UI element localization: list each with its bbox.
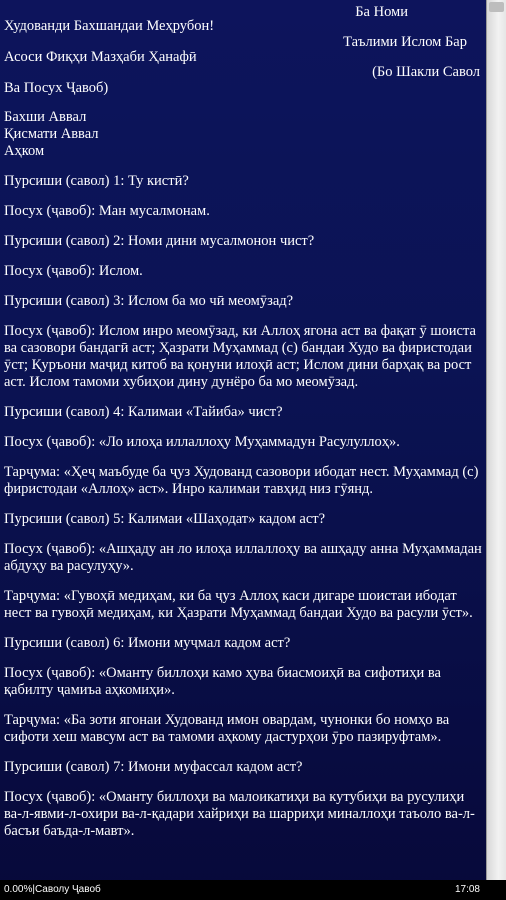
- paragraph: Пурсиши (савол) 3: Ислом ба мо чӣ меомӯзад?: [4, 293, 294, 309]
- book-title: Саволу Ҷавоб: [34, 884, 101, 895]
- paragraph: Пурсиши (савол) 1: Ту кистӣ?: [4, 173, 189, 189]
- paragraph: Пурсиши (савол) 7: Имони муфассал кадом аст?: [4, 759, 303, 775]
- section-heading: [4, 109, 484, 160]
- header-line: Ба Номи: [355, 4, 408, 20]
- header-line: Ва Посух Ҷавоб): [4, 80, 109, 96]
- paragraph: Посух (ҷавоб): «Ашҳаду ан ло илоҳа иллаллоҳу ва ашҳаду анна Муҳаммадан абдуҳу ва расулуҳу».: [4, 541, 482, 574]
- paragraph: Пурсиши (савол) 4: Калимаи «Тайиба» чист?: [4, 404, 283, 420]
- paragraph: Посух (ҷавоб): «Ло илоҳа иллаллоҳу Муҳаммадун Расулуллоҳ».: [4, 434, 400, 450]
- page-header: [0, 0, 487, 120]
- paragraph: Тарҷума: «Гувоҳӣ медиҳам, ки ба ҷуз Аллоҳ каси дигаре шоистаи ибодат нест ва гувоҳӣ медиҳам, ки Ҳазрати Муҳаммад бандаи Худо ва расули ӯст».: [4, 588, 473, 621]
- section-line: Бахши Аввал: [4, 109, 87, 125]
- paragraph: Посух (ҷавоб): «Оманту биллоҳи ва малоикатиҳи ва кутубиҳи ва русулиҳи ва-л-явми-л-охири ва-л-қадари хайриҳи ва шарриҳи миналлоҳи таъоло ва-л-басъи баъда-л-мавт».: [4, 789, 475, 839]
- status-bar: [0, 880, 506, 900]
- header-line: Асоси Фиқҳи Мазҳаби Ҳанафӣ: [4, 49, 197, 65]
- section-line: Қисмати Аввал: [4, 126, 99, 142]
- paragraph: Пурсиши (савол) 2: Номи дини мусалмонон чист?: [4, 233, 315, 249]
- paragraph: Посух (ҷавоб): Ман мусалмонам.: [4, 203, 210, 219]
- book-text: [4, 109, 484, 840]
- progress-percent: 0.00%: [4, 884, 33, 895]
- header-left: [4, 18, 214, 111]
- paragraph: Тарҷума: «Ҳеҷ маъбуде ба ҷуз Худованд сазовори ибодат нест. Муҳаммад (с) фиристодаи «Аллоҳ» аст». Инро калимаи тавҳид низ гӯянд.: [4, 464, 479, 497]
- header-line: Худованди Бахшандаи Меҳрубон!: [4, 18, 215, 34]
- reading-status: [4, 884, 101, 895]
- scrollbar-thumb[interactable]: [489, 2, 504, 12]
- paragraph: Посух (ҷавоб): Ислом.: [4, 263, 143, 279]
- paragraph: Тарҷума: «Ба зоти ягонаи Худованд имон овардам, чунонки бо номҳо ва сифоти хеш мавсум аст ва тамоми аҳкому дастурҳои ӯро пазируфтам».: [4, 712, 450, 745]
- vertical-scrollbar[interactable]: [486, 0, 506, 880]
- status-separator: |: [32, 884, 35, 895]
- paragraph: Пурсиши (савол) 6: Имони муҷмал кадом аст?: [4, 635, 291, 651]
- section-line: Аҳком: [4, 143, 45, 159]
- paragraph: Посух (ҷавоб): «Оманту биллоҳи камо ҳува биасмоиҳӣ ва сифотиҳи ва қабилту ҷамиъа аҳкомиҳи».: [4, 665, 441, 698]
- header-line: (Бо Шакли Савол: [372, 64, 480, 80]
- paragraph: Посух (ҷавоб): Ислом инро меомӯзад, ки Аллоҳ ягона аст ва фақат ӯ шоиста ва сазовори бандагӣ аст; Ҳазрати Муҳаммад (с) бандаи Худо ва фиристодаи ӯст; Қуръони маҷид китоб ва қонуни илоҳӣ аст; Ислом дини барҳақ ва рост аст. Ислом тамоми хубиҳои дину дунёро ба мо меомӯзад.: [4, 323, 476, 390]
- header-line: Таълими Ислом Бар: [343, 34, 467, 50]
- clock: 17:08: [454, 884, 480, 895]
- paragraph: Пурсиши (савол) 5: Калимаи «Шаҳодат» кадом аст?: [4, 511, 326, 527]
